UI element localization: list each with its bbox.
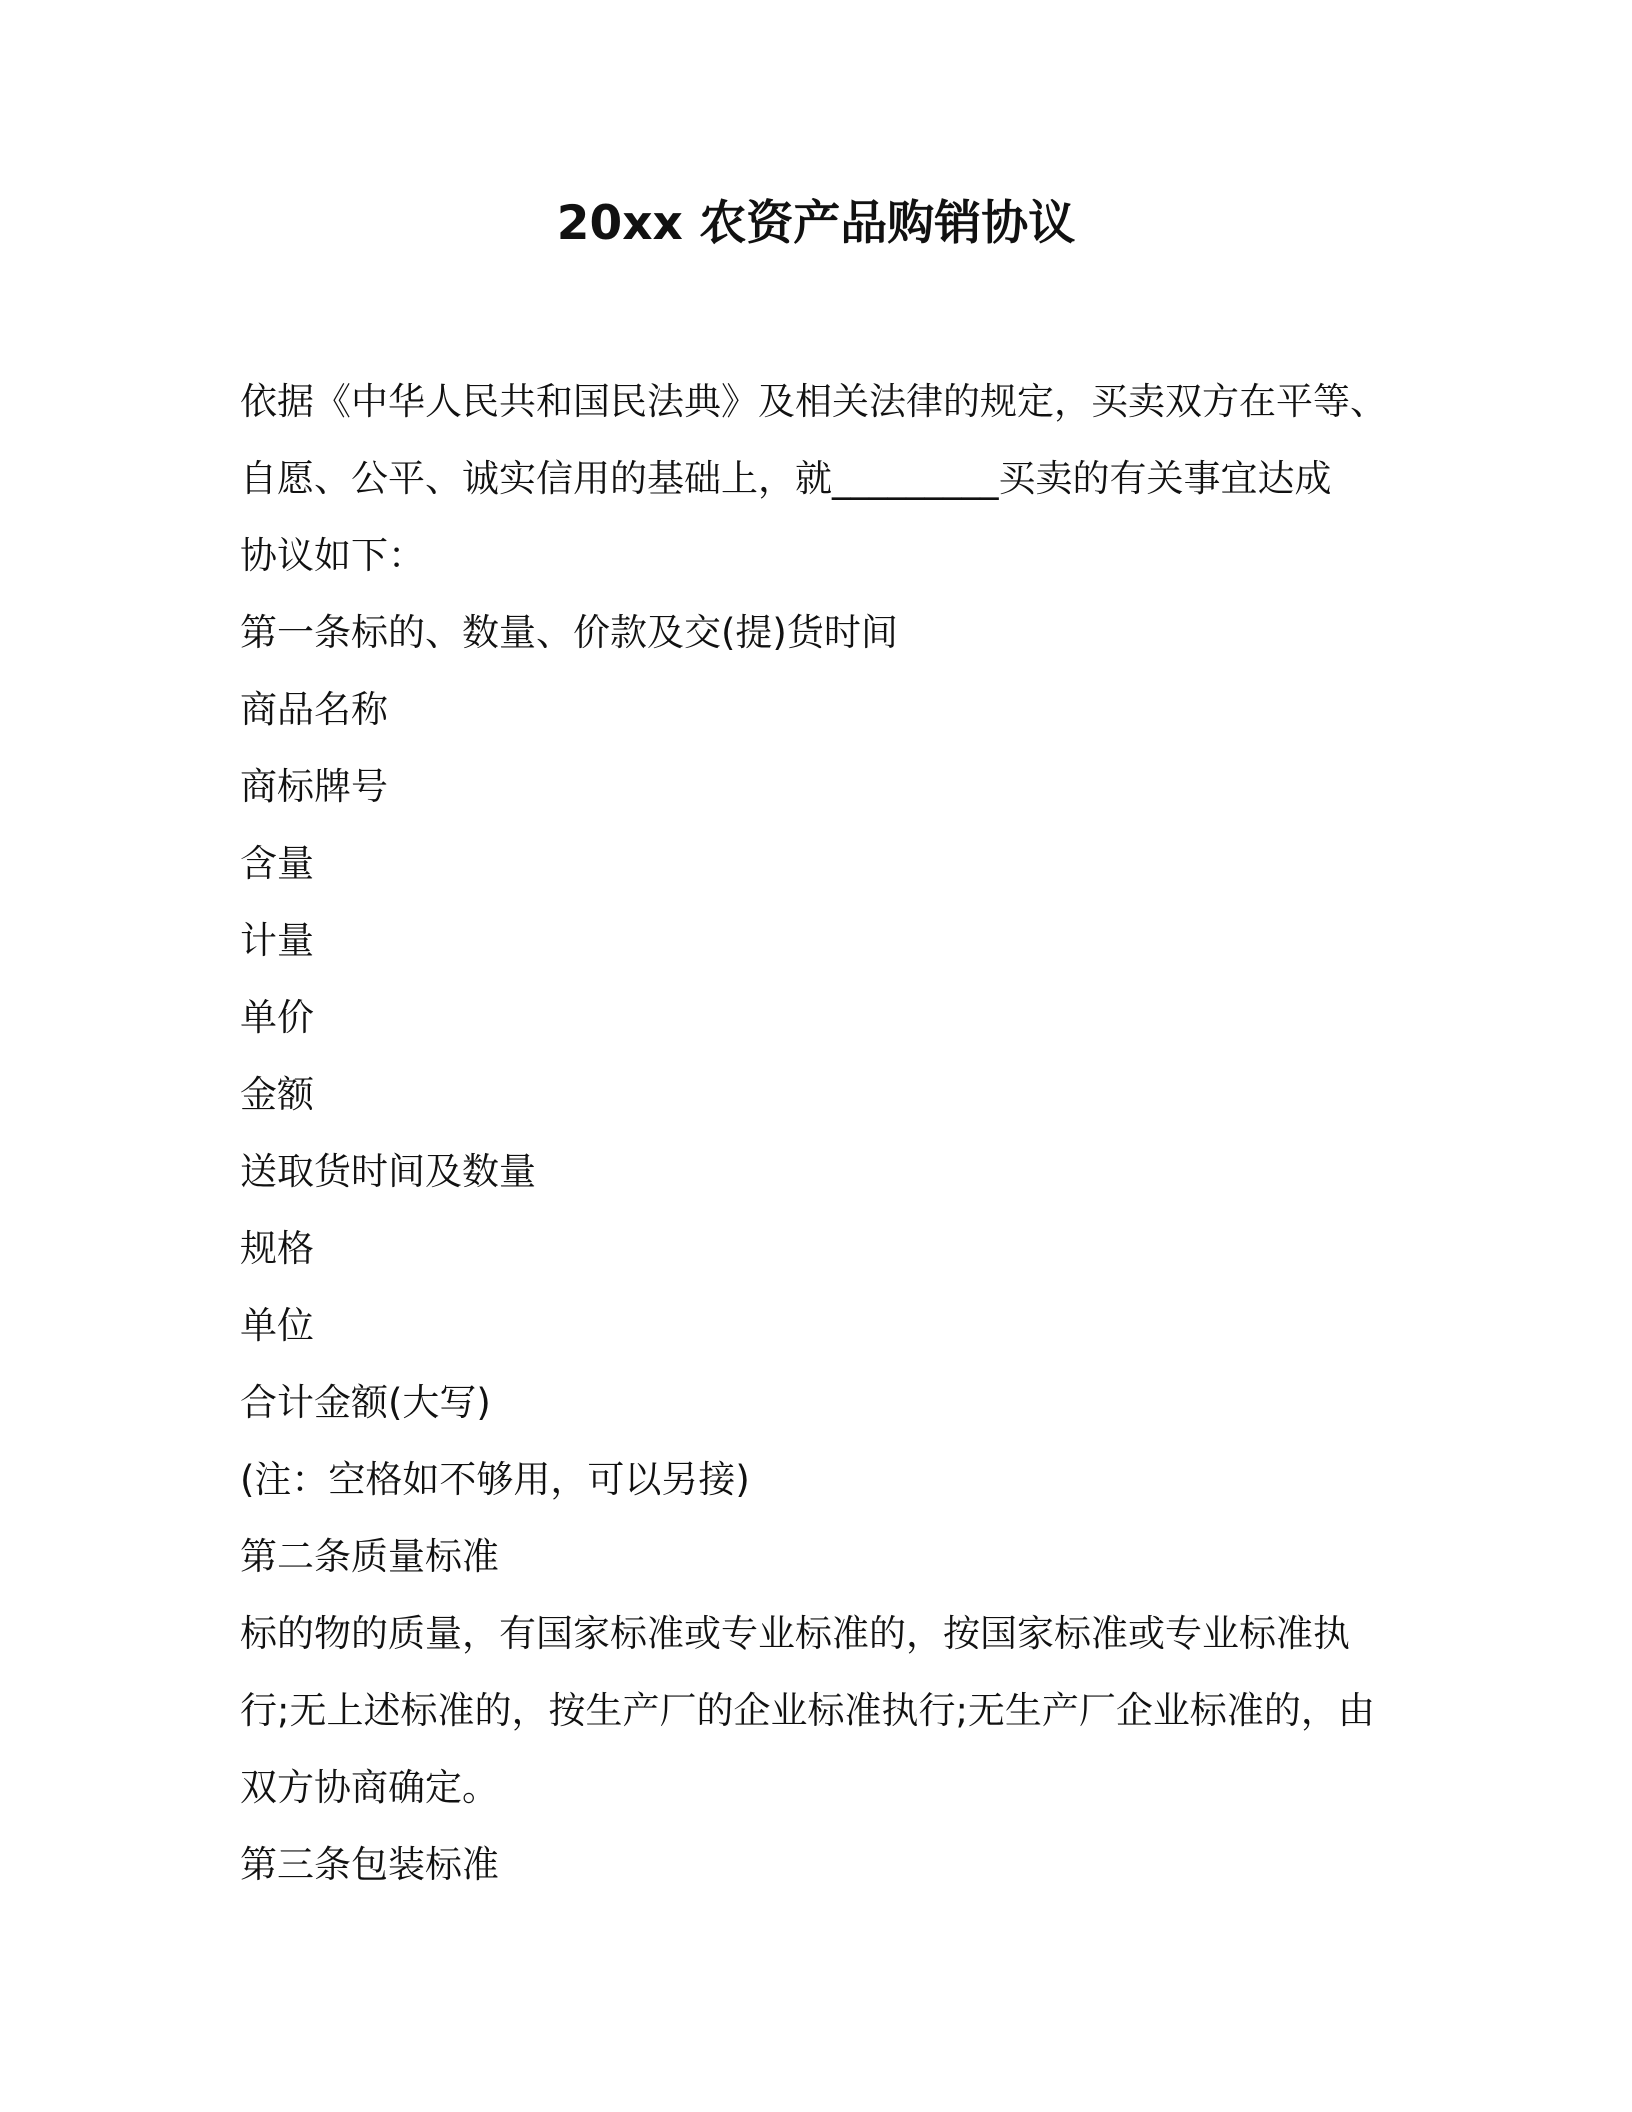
field-label: 合计金额(大写) [240,1381,491,1424]
field-label: 单价 [240,996,314,1039]
note-line: (注：空格如不够用，可以另接) [240,1458,750,1501]
document-title: 20xx 农资产品购销协议 [556,196,1076,251]
section-heading-article-3: 第三条包装标准 [240,1843,499,1886]
paragraph-line: 协议如下： [240,534,425,577]
paragraph-line: 双方协商确定。 [240,1766,499,1809]
field-label: 金额 [240,1073,314,1116]
paragraph-line: 依据《中华人民共和国民法典》及相关法律的规定，买卖双方在平等、 [240,380,1387,423]
field-label: 商品名称 [240,688,388,731]
field-label: 商标牌号 [240,765,388,808]
section-heading-article-1: 第一条标的、数量、价款及交(提)货时间 [240,611,898,654]
field-label: 规格 [240,1227,314,1270]
document-body [240,363,1390,1903]
field-label: 送取货时间及数量 [240,1150,536,1193]
paragraph-line: 行;无上述标准的，按生产厂的企业标准执行;无生产厂企业标准的，由 [240,1689,1375,1732]
field-label: 含量 [240,842,314,885]
field-label: 计量 [240,919,314,962]
paragraph-line: 标的物的质量，有国家标准或专业标准的，按国家标准或专业标准执 [240,1612,1350,1655]
section-heading-article-2: 第二条质量标准 [240,1535,499,1578]
field-label: 单位 [240,1304,314,1347]
paragraph-line: 自愿、公平、诚实信用的基础上，就_________买卖的有关事宜达成 [240,457,1332,500]
